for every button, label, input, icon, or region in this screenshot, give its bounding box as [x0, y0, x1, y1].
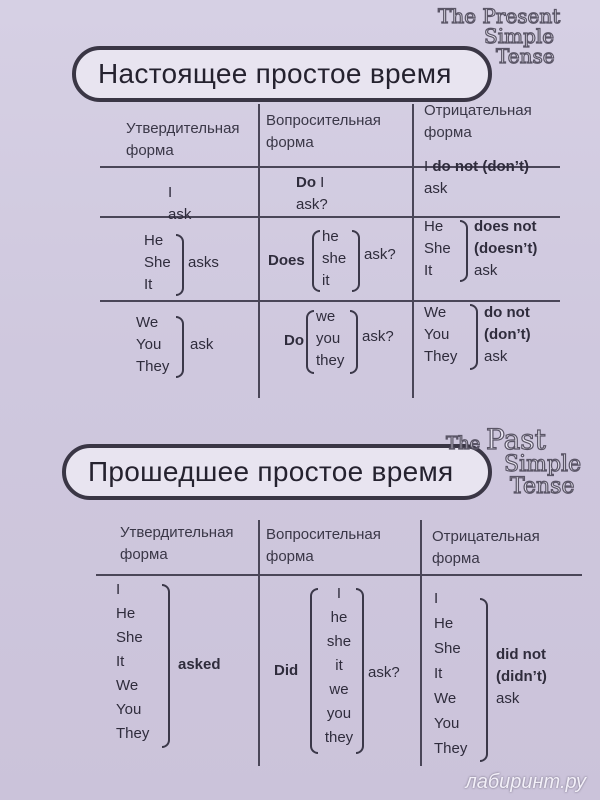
present-en-present: Present — [482, 4, 561, 28]
pronoun: you — [316, 330, 341, 347]
pronoun: She — [144, 254, 171, 271]
neg-aux: do not — [484, 304, 530, 321]
pronoun: we — [329, 681, 349, 698]
pronoun: they — [316, 352, 345, 369]
past-title-text: Прошедшее простое время — [88, 456, 454, 487]
present-en-simple: Simple — [484, 24, 555, 48]
pronoun: he — [322, 228, 339, 245]
past-q-pronouns — [322, 582, 356, 750]
pronoun: They — [434, 740, 468, 757]
pronoun: We — [116, 677, 139, 694]
present-en-the: The — [438, 4, 477, 28]
present-r2-q-aux: Does — [268, 252, 305, 269]
present-r3-aff-verb: ask — [190, 336, 214, 353]
past-header-affirmative: Утвердительная форма — [120, 524, 234, 563]
present-r3-q-aux: Do — [284, 332, 304, 349]
present-r2-neg-verb — [474, 216, 537, 282]
present-r1-neg-verb: ask — [424, 180, 448, 197]
present-header-negative: Отрицательная форма — [424, 102, 532, 141]
present-title — [72, 46, 492, 102]
pronoun: she — [326, 633, 352, 650]
past-neg-verb — [496, 644, 547, 710]
pronoun: You — [424, 326, 450, 343]
present-r1-neg-aux: do not (don’t) — [432, 158, 529, 175]
past-q-verb: ask? — [368, 664, 400, 681]
pronoun: You — [434, 715, 460, 732]
past-neg-pronouns — [434, 586, 467, 761]
present-r3-neg-verb — [484, 302, 531, 368]
brace — [306, 310, 314, 374]
neg-short: (doesn’t) — [474, 240, 538, 257]
pronoun: They — [116, 725, 150, 742]
neg-verb: ask — [474, 262, 498, 279]
past-en-the: The — [446, 433, 481, 454]
pronoun: We — [424, 304, 447, 321]
past-q-aux: Did — [274, 662, 299, 679]
brace — [460, 220, 468, 282]
brace — [310, 588, 318, 754]
pronoun: it — [322, 272, 330, 289]
present-english-title — [438, 6, 560, 66]
past-en-past: Past — [486, 423, 546, 456]
present-title-text: Настоящее простое время — [98, 58, 452, 89]
present-r1-question — [296, 172, 328, 216]
past-title — [62, 444, 492, 500]
present-r1-q-rest: I ask? — [296, 174, 328, 213]
pronoun: It — [424, 262, 433, 279]
present-r2-aff-verb: asks — [188, 254, 219, 271]
pronoun: It — [116, 653, 125, 670]
brace — [356, 588, 364, 754]
pronoun: You — [136, 336, 162, 353]
present-r2-q-pronouns — [322, 226, 346, 292]
pronoun: She — [116, 629, 143, 646]
publisher-watermark: лабиринт.ру — [465, 771, 586, 793]
present-en-tense: Tense — [496, 44, 555, 68]
brace — [470, 304, 478, 370]
past-header-negative: Отрицательная форма — [432, 528, 540, 567]
pronoun: they — [324, 729, 354, 746]
pronoun: you — [326, 705, 352, 722]
pronoun: She — [434, 640, 461, 657]
pronoun: He — [424, 218, 444, 235]
brace — [352, 230, 360, 292]
pronoun: We — [434, 690, 457, 707]
pronoun: we — [316, 308, 336, 325]
neg-verb: ask — [484, 348, 508, 365]
brace — [312, 230, 320, 292]
brace — [350, 310, 358, 374]
present-r3-aff-pronouns — [136, 312, 169, 378]
pronoun: He — [116, 605, 136, 622]
present-r2-q-verb: ask? — [364, 246, 396, 263]
pronoun: She — [424, 240, 451, 257]
present-header-affirmative: Утвердительная форма — [126, 120, 240, 159]
past-en-simple: Simple — [504, 452, 582, 477]
present-r3-q-verb: ask? — [362, 328, 394, 345]
pronoun: He — [434, 615, 454, 632]
brace — [176, 316, 184, 378]
pronoun: It — [434, 665, 443, 682]
brace — [176, 234, 184, 296]
present-r3-q-pronouns — [316, 306, 344, 372]
past-en-tense: Tense — [510, 474, 575, 499]
present-r1-q-aux: Do — [296, 174, 316, 191]
pronoun: I — [336, 585, 342, 602]
past-english-title — [446, 423, 582, 499]
present-header-question: Вопросительная форма — [266, 112, 381, 151]
pronoun: We — [136, 314, 159, 331]
present-r1-negative — [424, 156, 564, 200]
neg-aux: did not — [496, 646, 546, 663]
pronoun: He — [144, 232, 164, 249]
present-r2-neg-pronouns — [424, 216, 451, 282]
pronoun: You — [116, 701, 142, 718]
pronoun: They — [136, 358, 170, 375]
neg-verb: ask — [496, 690, 520, 707]
past-header-question: Вопросительная форма — [266, 526, 381, 565]
neg-short: (don’t) — [484, 326, 531, 343]
pronoun: I — [116, 581, 121, 598]
pronoun: They — [424, 348, 458, 365]
present-r1-affirmative: I ask — [168, 184, 192, 223]
past-aff-verb: asked — [178, 656, 221, 673]
present-r3-neg-pronouns — [424, 302, 457, 368]
brace — [480, 598, 488, 762]
past-aff-pronouns — [116, 578, 149, 746]
present-r1-neg-pronoun: I — [424, 158, 429, 175]
pronoun: she — [322, 250, 347, 267]
pronoun: I — [434, 590, 439, 607]
brace — [162, 584, 170, 748]
present-r2-aff-pronouns — [144, 230, 171, 296]
neg-aux: does not — [474, 218, 537, 235]
pronoun: It — [144, 276, 153, 293]
pronoun: it — [335, 657, 343, 674]
neg-short: (didn’t) — [496, 668, 547, 685]
pronoun: he — [330, 609, 348, 626]
